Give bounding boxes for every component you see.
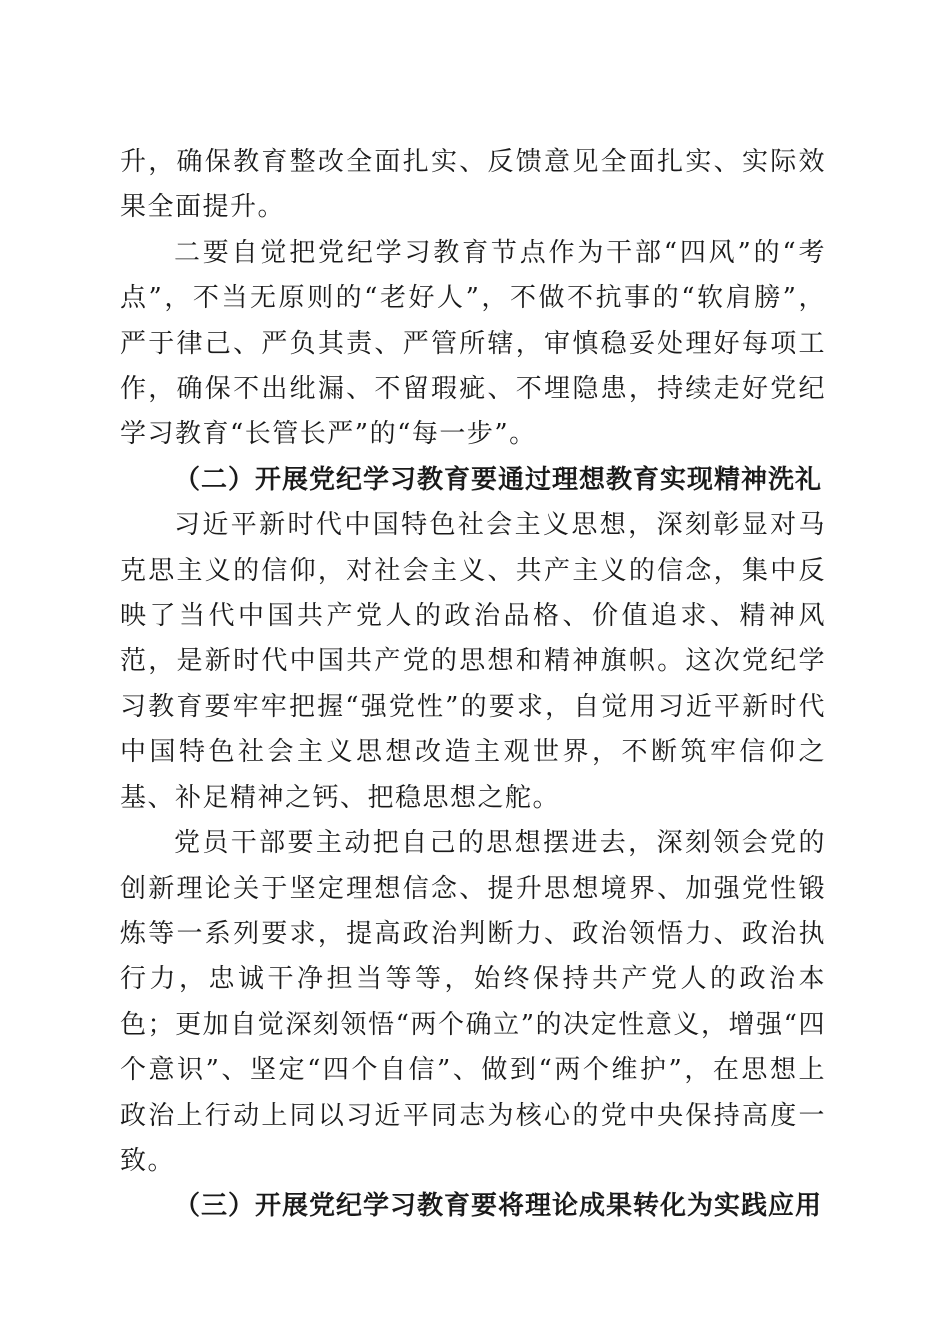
section-heading-two: （二）开展党纪学习教育要通过理想教育实现精神洗礼	[174, 464, 823, 495]
section-heading-three: （三）开展党纪学习教育要将理论成果转化为实践应用	[174, 1191, 823, 1222]
paragraph-second-requirement: 二要自觉把党纪学习教育节点作为干部“四风”的“考点”，不当无原则的“老好人”，不做不抗事的“软肩膀”，严于律己、严负其责、严管所辖，审慎稳妥处理好每项工作，确保不出纰漏、不留瑕疵、不埋隐患，持续走好党纪学习教育“长管长严”的“每一步”。	[120, 237, 826, 450]
paragraph-party-cadres: 党员干部要主动把自己的思想摆进去，深刻领会党的创新理论关于坚定理想信念、提升思想境界、加强党性锻炼等一系列要求，提高政治判断力、政治领悟力、政治执行力，忠诚干净担当等等，始终保持共产党人的政治本色；更加自觉深刻领悟“两个确立”的决定性意义，增强“四个意识”、坚定“四个自信”、做到“两个维护”，在思想上政治上行动上同以习近平同志为核心的党中央保持高度一致。	[120, 828, 826, 1176]
paragraph-continuation: 升，确保教育整改全面扎实、反馈意见全面扎实、实际效果全面提升。	[120, 147, 826, 223]
paragraph-xi-thought: 习近平新时代中国特色社会主义思想，深刻彰显对马克思主义的信仰，对社会主义、共产主义的信念，集中反映了当代中国共产党人的政治品格、价值追求、精神风范，是新时代中国共产党的思想和精神旗帜。这次党纪学习教育要牢牢把握“强党性”的要求，自觉用习近平新时代中国特色社会主义思想改造主观世界，不断筑牢信仰之基、补足精神之钙、把稳思想之舵。	[120, 510, 826, 813]
document-page	[120, 140, 826, 1230]
